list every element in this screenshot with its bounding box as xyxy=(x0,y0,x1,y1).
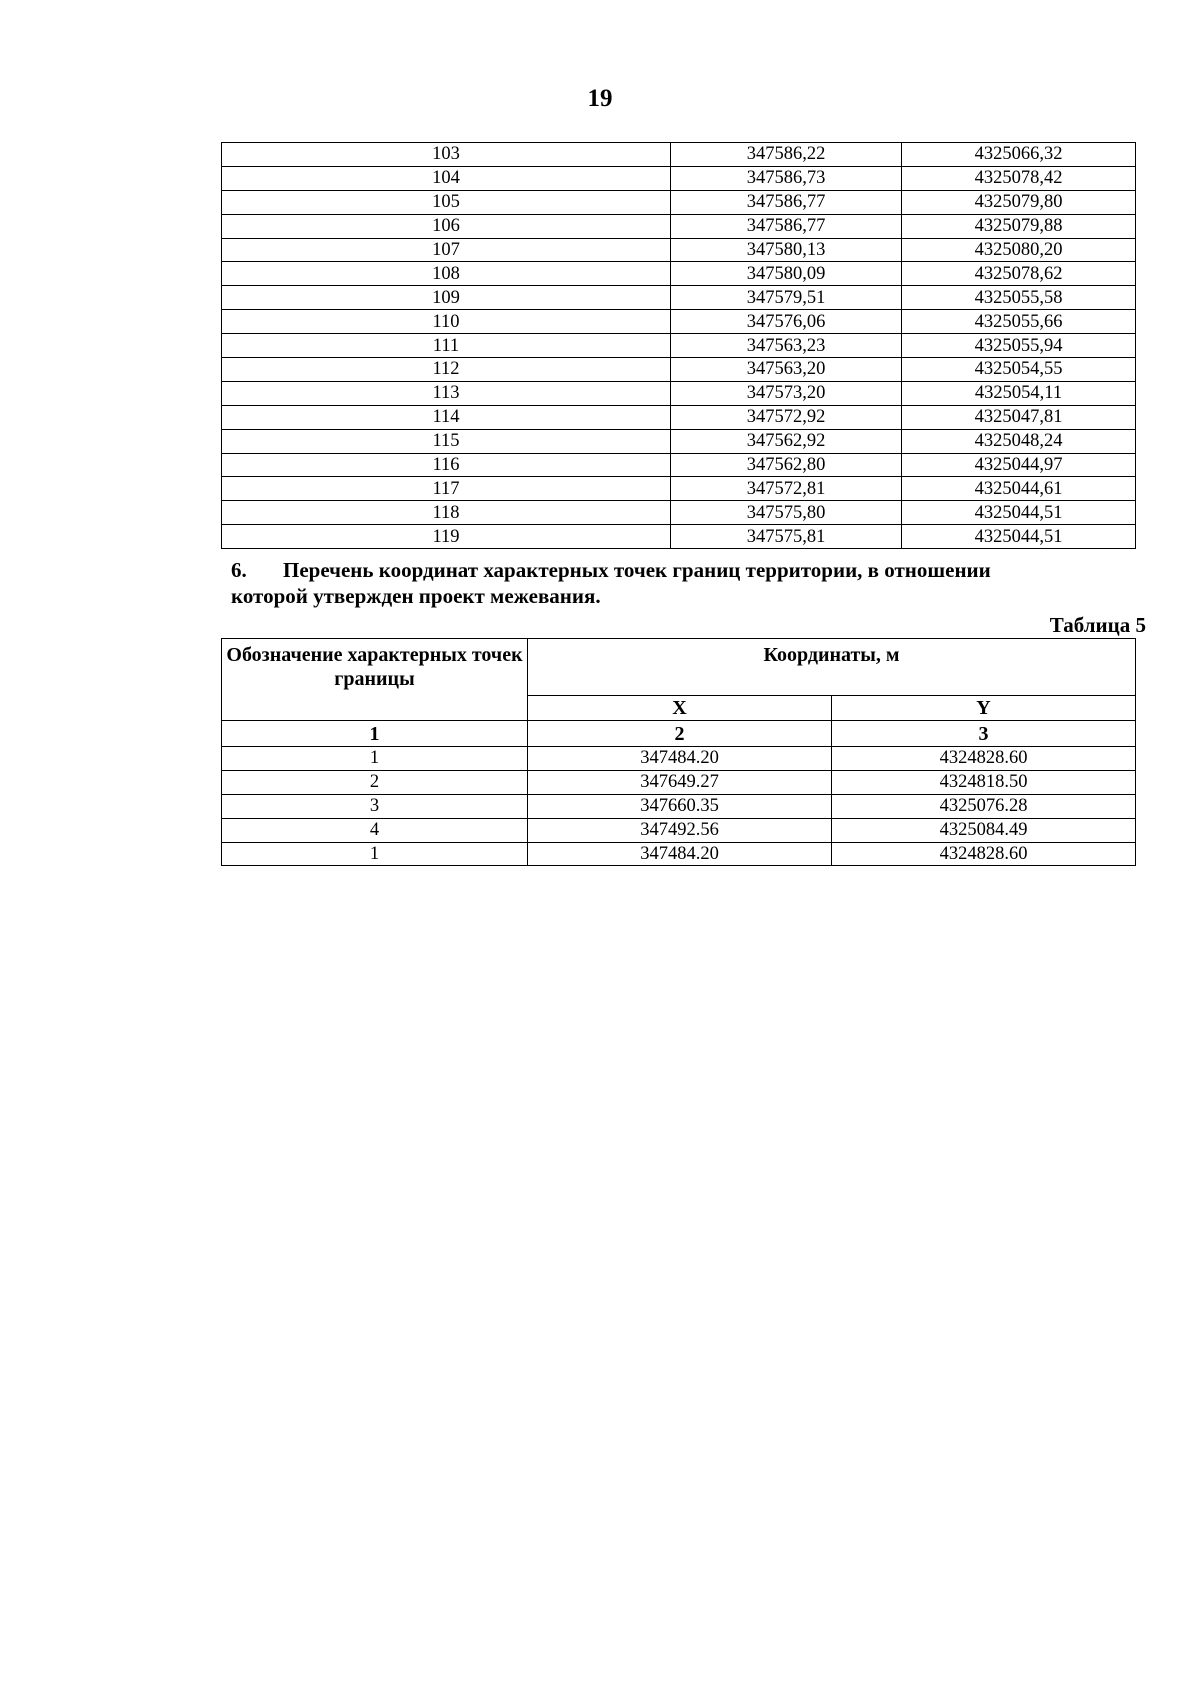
table-row xyxy=(222,747,1136,771)
point-number-cell: 115 xyxy=(222,429,671,453)
x-coordinate-cell: 347575,81 xyxy=(671,525,902,549)
y-coordinate-cell: 4325084.49 xyxy=(832,818,1136,842)
point-number-cell: 119 xyxy=(222,525,671,549)
page-number: 19 xyxy=(587,85,613,112)
table-row xyxy=(222,358,1136,382)
section-title-line1: Перечень координат характерных точек границ территории, в отношении xyxy=(283,558,991,582)
x-coordinate-cell: 347660.35 xyxy=(528,794,832,818)
x-coordinate-cell: 347576,06 xyxy=(671,310,902,334)
table-row xyxy=(222,501,1136,525)
boundary-points-table xyxy=(221,638,1136,866)
point-number-cell: 2 xyxy=(222,770,528,794)
point-number-cell: 3 xyxy=(222,794,528,818)
point-number-cell: 104 xyxy=(222,166,671,190)
x-coordinate-cell: 347586,77 xyxy=(671,190,902,214)
y-coordinate-cell: 4325076.28 xyxy=(832,794,1136,818)
table-row xyxy=(222,770,1136,794)
section-heading xyxy=(231,557,1131,609)
table-row xyxy=(222,334,1136,358)
point-number-cell: 118 xyxy=(222,501,671,525)
x-coordinate-cell: 347563,20 xyxy=(671,358,902,382)
x-coordinate-cell: 347492.56 xyxy=(528,818,832,842)
y-coordinate-cell: 4325078,42 xyxy=(902,166,1136,190)
point-number-cell: 108 xyxy=(222,262,671,286)
point-number-cell: 103 xyxy=(222,143,671,167)
table-row xyxy=(222,477,1136,501)
y-coordinate-cell: 4325044,97 xyxy=(902,453,1136,477)
table-row xyxy=(222,238,1136,262)
x-coordinate-cell: 347579,51 xyxy=(671,286,902,310)
column-number-row xyxy=(222,721,1136,747)
table-row xyxy=(222,525,1136,549)
y-coordinate-cell: 4325078,62 xyxy=(902,262,1136,286)
point-number-cell: 106 xyxy=(222,214,671,238)
y-coordinate-cell: 4325054,55 xyxy=(902,358,1136,382)
table-row xyxy=(222,262,1136,286)
point-number-cell: 1 xyxy=(222,842,528,866)
x-coordinate-cell: 347484.20 xyxy=(528,842,832,866)
y-coordinate-cell: 4325055,94 xyxy=(902,334,1136,358)
y-coordinate-cell: 4325044,51 xyxy=(902,501,1136,525)
y-coordinate-cell: 4325044,61 xyxy=(902,477,1136,501)
header-x: X xyxy=(528,696,832,721)
table-row xyxy=(222,381,1136,405)
y-coordinate-cell: 4325080,20 xyxy=(902,238,1136,262)
y-coordinate-cell: 4325066,32 xyxy=(902,143,1136,167)
y-coordinate-cell: 4325048,24 xyxy=(902,429,1136,453)
point-number-cell: 117 xyxy=(222,477,671,501)
coordinates-table-continued xyxy=(221,142,1136,549)
point-number-cell: 111 xyxy=(222,334,671,358)
header-coordinates: Координаты, м xyxy=(528,639,1136,696)
table-row xyxy=(222,143,1136,167)
point-number-cell: 105 xyxy=(222,190,671,214)
point-number-cell: 116 xyxy=(222,453,671,477)
x-coordinate-cell: 347562,92 xyxy=(671,429,902,453)
column-number: 2 xyxy=(528,721,832,747)
y-coordinate-cell: 4325055,58 xyxy=(902,286,1136,310)
table-row xyxy=(222,818,1136,842)
table-row xyxy=(222,405,1136,429)
x-coordinate-cell: 347586,73 xyxy=(671,166,902,190)
header-y: Y xyxy=(832,696,1136,721)
table-row xyxy=(222,453,1136,477)
y-coordinate-cell: 4325047,81 xyxy=(902,405,1136,429)
header-designation: Обозначение характерных точек границы xyxy=(222,639,528,721)
table-row xyxy=(222,214,1136,238)
x-coordinate-cell: 347562,80 xyxy=(671,453,902,477)
x-coordinate-cell: 347586,22 xyxy=(671,143,902,167)
y-coordinate-cell: 4325079,80 xyxy=(902,190,1136,214)
x-coordinate-cell: 347649.27 xyxy=(528,770,832,794)
x-coordinate-cell: 347572,92 xyxy=(671,405,902,429)
point-number-cell: 4 xyxy=(222,818,528,842)
table-row xyxy=(222,286,1136,310)
y-coordinate-cell: 4324818.50 xyxy=(832,770,1136,794)
x-coordinate-cell: 347573,20 xyxy=(671,381,902,405)
boundary-points-table-body xyxy=(222,747,1136,866)
x-coordinate-cell: 347572,81 xyxy=(671,477,902,501)
section-title-line2: которой утвержден проект межевания. xyxy=(231,584,601,608)
table-row xyxy=(222,190,1136,214)
y-coordinate-cell: 4324828.60 xyxy=(832,747,1136,771)
point-number-cell: 107 xyxy=(222,238,671,262)
section-number: 6. xyxy=(231,558,247,582)
coordinates-table-body xyxy=(222,143,1136,549)
x-coordinate-cell: 347484.20 xyxy=(528,747,832,771)
x-coordinate-cell: 347575,80 xyxy=(671,501,902,525)
x-coordinate-cell: 347580,13 xyxy=(671,238,902,262)
x-coordinate-cell: 347580,09 xyxy=(671,262,902,286)
y-coordinate-cell: 4325054,11 xyxy=(902,381,1136,405)
x-coordinate-cell: 347563,23 xyxy=(671,334,902,358)
table-row xyxy=(222,842,1136,866)
table-row xyxy=(222,794,1136,818)
point-number-cell: 109 xyxy=(222,286,671,310)
point-number-cell: 113 xyxy=(222,381,671,405)
point-number-cell: 112 xyxy=(222,358,671,382)
table-row xyxy=(222,429,1136,453)
column-number: 3 xyxy=(832,721,1136,747)
y-coordinate-cell: 4324828.60 xyxy=(832,842,1136,866)
column-number: 1 xyxy=(222,721,528,747)
y-coordinate-cell: 4325055,66 xyxy=(902,310,1136,334)
point-number-cell: 114 xyxy=(222,405,671,429)
header-row xyxy=(222,639,1136,696)
x-coordinate-cell: 347586,77 xyxy=(671,214,902,238)
table-row xyxy=(222,166,1136,190)
point-number-cell: 110 xyxy=(222,310,671,334)
y-coordinate-cell: 4325044,51 xyxy=(902,525,1136,549)
y-coordinate-cell: 4325079,88 xyxy=(902,214,1136,238)
table-row xyxy=(222,310,1136,334)
point-number-cell: 1 xyxy=(222,747,528,771)
table-caption: Таблица 5 xyxy=(1049,613,1146,637)
